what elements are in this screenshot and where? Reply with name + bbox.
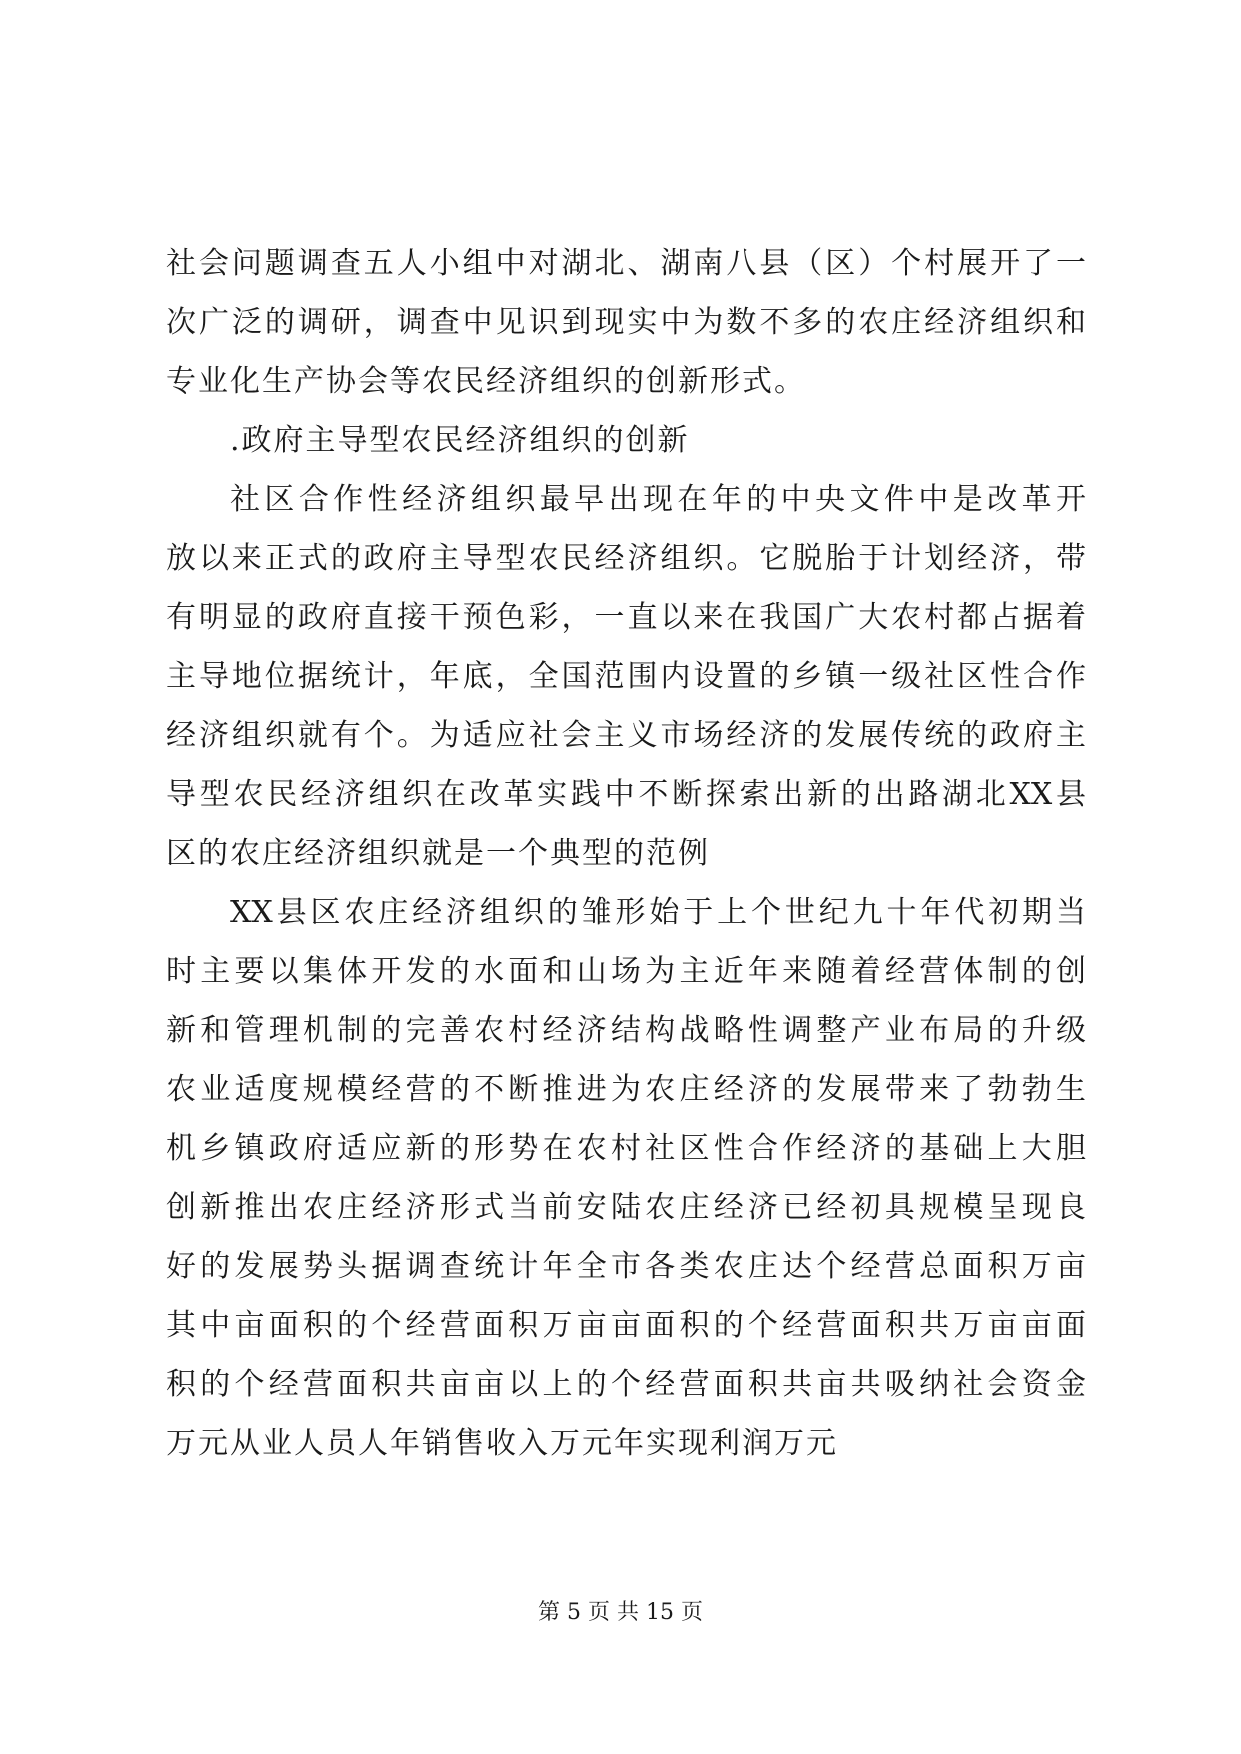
document-body — [166, 234, 1086, 1473]
text-line: 有明显的政府直接干预色彩，一直以来在我国广大农村都占据着 — [166, 600, 1086, 635]
text-line: 机乡镇政府适应新的形势在农村社区性合作经济的基础上大胆 — [166, 1131, 1086, 1166]
text-line: 新和管理机制的完善农村经济结构战略性调整产业布局的升级 — [166, 1013, 1086, 1048]
text-line: 导型农民经济组织在改革实践中不断探索出新的出路湖北XX县 — [166, 777, 1086, 812]
text-line: 专业化生产协会等农民经济组织的创新形式。 — [166, 364, 806, 399]
text-line: 次广泛的调研，调查中见识到现实中为数不多的农庄经济组织和 — [166, 305, 1086, 340]
text-line: 放以来正式的政府主导型农民经济组织。它脱胎于计划经济，带 — [166, 541, 1086, 576]
page-number-footer: 第 5 页 共 15 页 — [538, 1600, 703, 1625]
text-line: 社区合作性经济组织最早出现在年的中央文件中是改革开 — [230, 482, 1086, 517]
text-line: 社会问题调查五人小组中对湖北、湖南八县（区）个村展开了一 — [166, 246, 1086, 281]
text-line: 万元从业人员人年销售收入万元年实现利润万元 — [166, 1426, 838, 1461]
text-line: 积的个经营面积共亩亩以上的个经营面积共亩共吸纳社会资金 — [166, 1367, 1086, 1402]
text-line: 农业适度规模经营的不断推进为农庄经济的发展带来了勃勃生 — [166, 1072, 1086, 1107]
text-line: 经济组织就有个。为适应社会主义市场经济的发展传统的政府主 — [166, 718, 1086, 753]
text-line: 好的发展势头据调查统计年全市各类农庄达个经营总面积万亩 — [166, 1249, 1086, 1284]
section-heading: .政府主导型农民经济组织的创新 — [230, 423, 690, 458]
text-line: 主导地位据统计，年底，全国范围内设置的乡镇一级社区性合作 — [166, 659, 1086, 694]
text-line: XX县区农庄经济组织的雏形始于上个世纪九十年代初期当 — [230, 895, 1086, 930]
text-line: 创新推出农庄经济形式当前安陆农庄经济已经初具规模呈现良 — [166, 1190, 1086, 1225]
text-line: 区的农庄经济组织就是一个典型的范例 — [166, 836, 710, 871]
text-line: 时主要以集体开发的水面和山场为主近年来随着经营体制的创 — [166, 954, 1086, 989]
text-line: 其中亩面积的个经营面积万亩亩面积的个经营面积共万亩亩面 — [166, 1308, 1086, 1343]
